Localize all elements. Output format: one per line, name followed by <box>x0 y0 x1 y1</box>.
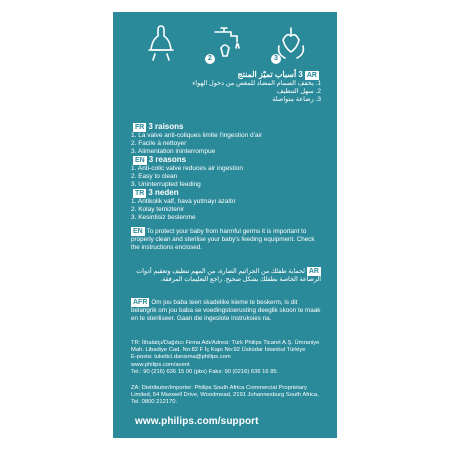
fr-reasons-list <box>131 132 321 156</box>
en-tag: EN <box>135 157 145 164</box>
en-reasons-section <box>131 155 321 189</box>
ar-reasons-section <box>131 70 321 104</box>
ar-warning-text: لحماية طفلك من الجراثيم الضارة، من المهم تنظيف وتعقيم أدوات الرضاعة الخاصة بطفلك بشكل صحيح. راجع التعليمات المرفقة. <box>136 268 321 283</box>
ar-tag: AR <box>306 72 317 79</box>
tr-importer-info <box>131 340 321 376</box>
step-number-3: 3 <box>271 54 281 64</box>
bottle-nipple-icon <box>143 22 179 68</box>
en-title: 3 reasons <box>148 155 187 164</box>
list-text: رضاعة متواصلة <box>272 96 314 103</box>
list-text: يخفف الصمام المضاد للمغص من دخول الهواء <box>192 80 314 87</box>
list-item: 3. Uninterrupted feeding <box>131 181 201 188</box>
en-heading <box>131 155 321 165</box>
fr-tag: FR <box>135 124 145 131</box>
afr-warning-tag: AFR <box>133 299 148 306</box>
afr-warning-text: Om jou baba teen skadelike kieme te beskerm, is dit belangrik om jou baba se voedingstoerusting deeglik skoon te maak en te steriliseer. Gaan die ingeslote instruksies na. <box>131 299 321 322</box>
ar-heading <box>131 70 321 80</box>
tr-importer-phone: Tel.: 90 (216) 636 15 00 (pbx) Faks: 90 (0216) 636 16 85. <box>131 368 279 375</box>
ar-reasons-list <box>131 80 321 104</box>
list-text: سهل التنظيف <box>276 88 314 95</box>
support-url: www.philips.com/support <box>135 416 259 427</box>
tr-importer-text: TR: İthalatçı/Dağıtıcı Firma Adı/Adresi: Türk Philips Ticaret A.Ş. Ümraniye Mah. Libadiye Cad. No:82 F İç Kapı No:92 Üsküdar İstanbul Türkiye <box>131 340 320 354</box>
tr-title: 3 neden <box>148 188 179 197</box>
fr-reasons-section <box>131 122 321 156</box>
list-item: 3. Alimentation ininterrompue <box>131 148 216 155</box>
list-item <box>131 96 321 104</box>
list-number: 3. <box>315 96 321 103</box>
list-number: 2. <box>315 88 321 95</box>
list-item: 2. Kolay temizlenir <box>131 206 185 213</box>
ar-warning-paragraph <box>131 267 321 284</box>
tr-importer-web: www.philips.com/avent <box>131 361 190 368</box>
tr-heading <box>131 188 321 198</box>
fr-heading <box>131 122 321 132</box>
ar-title: 3 أسباب تميّز المنتج <box>237 70 303 79</box>
tr-tag: TR <box>135 190 145 197</box>
list-item: 1. La valve anti-coliques limite l'ingestion d'air <box>131 132 263 139</box>
list-item: 2. Easy to clean <box>131 173 178 180</box>
en-warning-paragraph <box>131 227 321 252</box>
list-item: 3. Kesintisiz beslenme <box>131 214 196 221</box>
en-warning-text: To protect your baby from harmful germs it is important to properly clean and sterilise your baby's feeding equipment. Check the instructions enclosed. <box>131 228 315 251</box>
za-importer-text: ZA: Distributor/Importer: Philips South Africa Commercial Proprietary Limited, 54 Maxwell Drive, Woodmead, 2191 Johannesburg South Africa, Tel. 0800 212170. <box>131 385 319 406</box>
list-item: 1. Antikolik valf, hava yutmayı azaltır <box>131 198 236 205</box>
step-number-2: 2 <box>205 54 215 64</box>
product-info-panel <box>113 12 337 438</box>
list-item <box>131 80 321 88</box>
tr-reasons-list <box>131 198 321 222</box>
fr-title: 3 raisons <box>148 122 184 131</box>
list-item: 2. Facile à nettoyer <box>131 140 187 147</box>
en-reasons-list <box>131 165 321 189</box>
en-warning-tag: EN <box>133 228 143 235</box>
list-item <box>131 88 321 96</box>
afr-warning-paragraph <box>131 298 321 323</box>
ar-warning-tag: AR <box>308 268 319 275</box>
list-item: 1. Anti-colic valve reduces air ingestion <box>131 165 244 172</box>
feature-icons-row <box>113 18 337 72</box>
za-importer-info <box>131 385 321 407</box>
tr-importer-email: E-posta: tuketici.danisma@philips.com <box>131 354 231 361</box>
tr-reasons-section <box>131 188 321 222</box>
list-number: 1. <box>315 80 321 87</box>
